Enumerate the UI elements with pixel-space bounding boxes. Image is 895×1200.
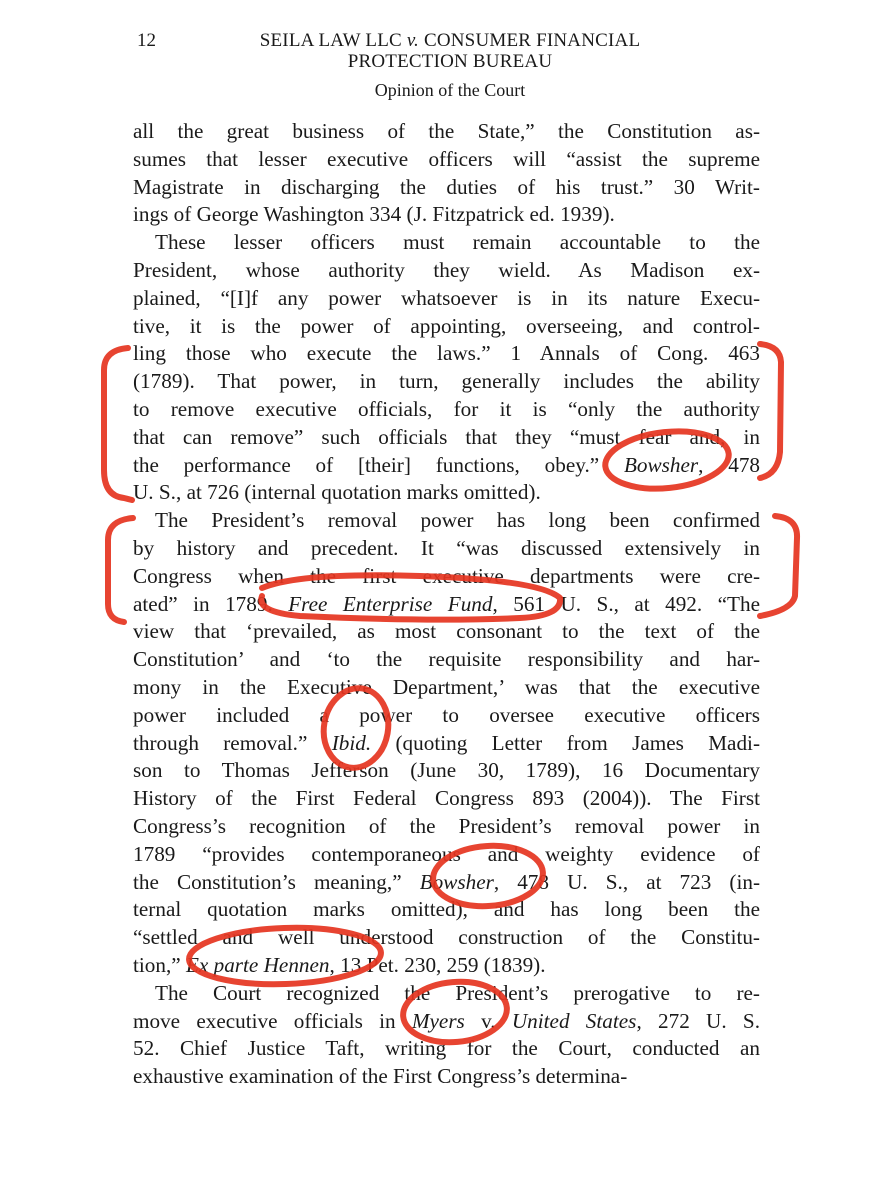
- opinion-body: [133, 118, 760, 1091]
- text-line: [133, 730, 760, 758]
- text-line: “settled and well understood construction of the Constitu-: [133, 925, 760, 950]
- text-fragment: the performance of [their] functions, obey.”: [133, 452, 624, 477]
- text-fragment: v.: [464, 1008, 512, 1033]
- running-title-line-2: PROTECTION BUREAU: [347, 51, 553, 72]
- title-versus: v.: [406, 30, 420, 51]
- text-line: History of the First Federal Congress 893 (2004)). The First: [133, 786, 760, 811]
- text-line: mony in the Executive Department,’ was that the executive: [133, 674, 760, 699]
- text-line: Congress when the first executive departments were cre-: [133, 563, 760, 588]
- text-fragment: , 13 Pet. 230, 259 (1839).: [329, 952, 546, 977]
- text-line: power included a power to oversee executive officers: [133, 702, 760, 727]
- text-line: The Court recognized the President’s prerogative to re-: [155, 980, 760, 1005]
- text-fragment: , 478: [698, 452, 760, 477]
- text-line: Magistrate in discharging the duties of his trust.” 30 Writ-: [133, 174, 760, 199]
- text-line: son to Thomas Jefferson (June 30, 1789), 16 Documentary: [133, 758, 760, 783]
- text-line: ings of George Washington 334 (J. Fitzpatrick ed. 1939).: [133, 202, 615, 227]
- text-line: [133, 591, 760, 619]
- text-line: to remove executive officials, for it is “only the authority: [133, 396, 760, 421]
- text-line: exhaustive examination of the First Congress’s determina-: [133, 1064, 628, 1089]
- opinion-label: Opinion of the Court: [374, 80, 526, 100]
- case-citation: Myers: [411, 1008, 465, 1033]
- left-bracket-1: [104, 348, 132, 500]
- case-citation: Ibid.: [331, 730, 372, 755]
- text-line: [133, 952, 760, 980]
- page-number: 12: [137, 30, 156, 51]
- text-fragment: the Constitution’s meaning,”: [133, 869, 420, 894]
- text-line: sumes that lesser executive officers will “assist the supreme: [133, 146, 760, 171]
- text-fragment: , 478 U. S., at 723 (in-: [493, 869, 761, 894]
- text-line: Congress’s recognition of the President’s removal power in: [133, 813, 760, 838]
- text-line: by history and precedent. It “was discussed extensively in: [133, 535, 760, 560]
- text-line: 52. Chief Justice Taft, writing for the Court, conducted an: [133, 1036, 760, 1061]
- text-line: all the great business of the State,” the Constitution as-: [133, 119, 760, 143]
- text-line: tive, it is the power of appointing, overseeing, and control-: [133, 313, 760, 338]
- text-line: ternal quotation marks omitted), and has long been the: [133, 897, 760, 922]
- title-part: CONSUMER FINANCIAL: [419, 30, 641, 51]
- case-citation: Bowsher: [419, 869, 494, 894]
- text-line: The President’s removal power has long been confirmed: [155, 508, 760, 533]
- text-line: [133, 452, 760, 480]
- text-fragment: ated” in 1789.: [133, 591, 289, 616]
- text-line: These lesser officers must remain accountable to the: [155, 230, 760, 255]
- case-citation: Ex parte Hennen: [185, 952, 330, 977]
- text-fragment: (quoting Letter from James Madi-: [371, 730, 760, 755]
- text-line: plained, “[I]f any power whatsoever is in its nature Execu-: [133, 285, 760, 310]
- case-citation: Free Enterprise Fund: [288, 591, 493, 616]
- case-citation: United States: [511, 1008, 637, 1033]
- text-line: 1789 “provides contemporaneous and weighty evidence of: [133, 841, 760, 866]
- title-part: SEILA LAW LLC: [259, 30, 407, 51]
- text-line: U. S., at 726 (internal quotation marks omitted).: [133, 480, 541, 505]
- text-fragment: , 272 U. S.: [636, 1008, 761, 1033]
- text-line: President, whose authority they wield. As Madison ex-: [133, 257, 760, 282]
- text-fragment: tion,”: [133, 952, 186, 977]
- text-line: (1789). That power, in turn, generally includes the ability: [133, 369, 760, 394]
- text-line: that can remove” such officials that they “must fear and, in: [133, 424, 760, 449]
- text-fragment: through removal.”: [133, 730, 332, 755]
- text-line: [133, 869, 760, 897]
- right-bracket-1: [760, 344, 781, 478]
- running-title-line-1: [230, 30, 670, 51]
- text-line: view that ‘prevailed, as most consonant to the text of the: [133, 619, 760, 644]
- right-bracket-2: [760, 516, 797, 616]
- text-line: ling those who execute the laws.” 1 Annals of Cong. 463: [133, 341, 760, 366]
- text-fragment: move executive officials in: [133, 1008, 412, 1033]
- text-line: Constitution’ and ‘to the requisite responsibility and har-: [133, 647, 760, 672]
- running-title: [230, 30, 670, 72]
- text-line: [133, 1008, 760, 1036]
- left-bracket-2: [108, 518, 133, 622]
- case-citation: Bowsher: [623, 452, 699, 477]
- text-fragment: , 561 U. S., at 492. “The: [492, 591, 760, 616]
